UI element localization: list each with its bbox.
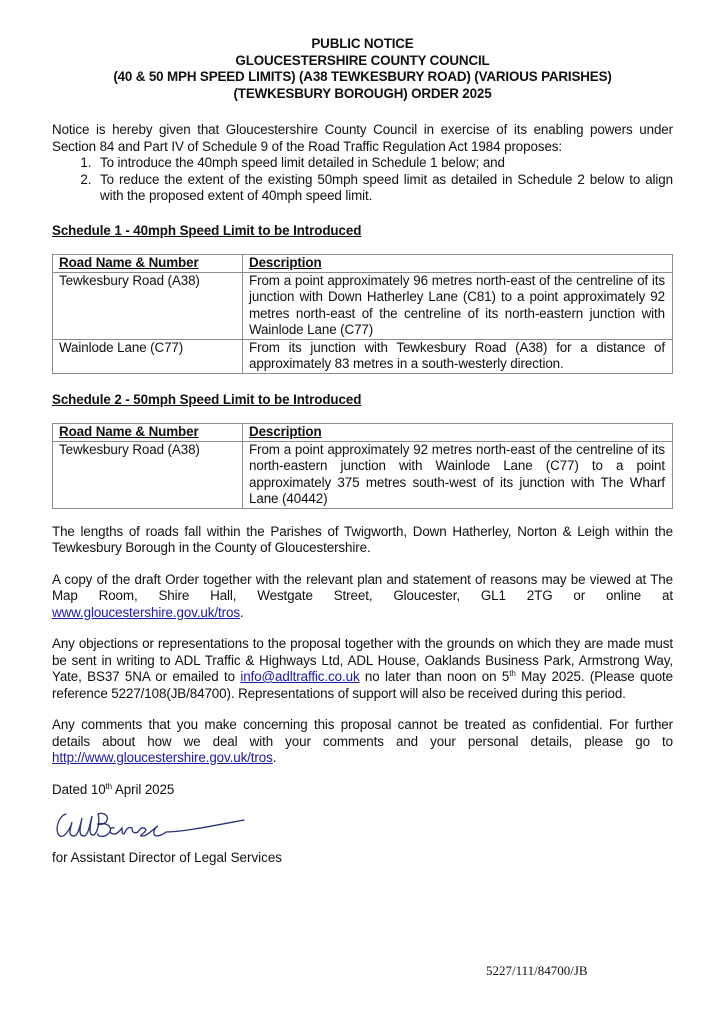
deadline-ordinal: th — [509, 669, 516, 678]
table-header-row — [53, 255, 673, 273]
signatory-title: for Assistant Director of Legal Services — [52, 850, 282, 865]
privacy-link[interactable]: http://www.gloucestershire.gov.uk/tros — [52, 750, 273, 765]
inspection-period: . — [239, 604, 244, 620]
column-header-road: Road Name & Number — [53, 255, 243, 273]
confidentiality-text: Any comments that you make concerning this proposal cannot be treated as confidential. For further details about how we deal with your comments and your personal details, please go to — [52, 717, 673, 749]
objections-paragraph — [52, 636, 673, 702]
schedule-2-table — [52, 423, 673, 509]
intro-paragraph: Notice is hereby given that Gloucestershire County Council in exercise of its enabling powers under Section 84 and Part IV of Schedule 9 of the Road Traffic Regulation Act 1984 proposes: — [52, 122, 673, 154]
schedule-1-heading: Schedule 1 - 40mph Speed Limit to be Introduced — [52, 222, 362, 238]
column-header-description: Description — [243, 424, 673, 442]
notice-title — [52, 36, 673, 102]
table-row — [53, 339, 673, 373]
table-header-row — [53, 424, 673, 442]
description-cell: From a point approximately 96 metres north-east of the centreline of its junction with Down Hatherley Lane (C81) to a point approximately 92 metres north-east of the centreline of its north-eastern junction with Wainlode Lane (C77) — [243, 272, 673, 339]
public-notice — [52, 36, 673, 867]
confidentiality-period: . — [272, 750, 277, 765]
road-cell: Tewkesbury Road (A38) — [53, 272, 243, 339]
description-cell: From its junction with Tewkesbury Road (A38) for a distance of approximately 83 metres in a south-westerly direction. — [243, 339, 673, 373]
inspection-text: A copy of the draft Order together with the relevant plan and statement of reasons may be viewed at The Map Room, Shire Hall, Westgate Street, Gloucester, GL1 2TG or online at — [52, 571, 673, 603]
document-reference: 5227/111/84700/JB — [486, 963, 588, 978]
title-order-name: (40 & 50 MPH SPEED LIMITS) (A38 TEWKESBURY ROAD) (VARIOUS PARISHES) — [113, 69, 612, 84]
dated-ordinal: th — [105, 781, 113, 791]
column-header-road: Road Name & Number — [53, 424, 243, 442]
title-public-notice: PUBLIC NOTICE — [311, 36, 414, 51]
email-link[interactable]: info@adltraffic.co.uk — [240, 669, 360, 684]
parishes-paragraph: The lengths of roads fall within the Parishes of Twigworth, Down Hatherley, Norton & Leigh within the Tewkesbury Borough in the County of Gloucestershire. — [52, 523, 673, 555]
table-row — [53, 441, 673, 508]
road-cell: Wainlode Lane (C77) — [53, 339, 243, 373]
dated-line — [52, 782, 673, 799]
dated-suffix: April 2025 — [112, 781, 175, 797]
proposals-list — [52, 155, 673, 205]
inspection-paragraph — [52, 572, 673, 622]
proposal-item: 1. To introduce the 40mph speed limit detailed in Schedule 1 below; and — [95, 155, 673, 172]
objections-deadline-text: no later than noon on — [359, 669, 502, 684]
proposal-item: 2. To reduce the extent of the existing 50mph speed limit as detailed in Schedule 2 below to align with the proposed extent of 40mph speed limit. — [95, 172, 673, 205]
schedule-1-table — [52, 254, 673, 374]
title-order-year: (TEWKESBURY BOROUGH) ORDER 2025 — [233, 85, 492, 101]
description-cell: From a point approximately 92 metres north-east of the centreline of its north-eastern junction with Wainlode Lane (C77) to a point approximately 375 metres south-west of its junction with The Wharf Lane (40442) — [243, 441, 673, 508]
objections-rest: May 2025. (Please quote reference 5227/108(JB/84700). Representations of support will also be received during this period. — [52, 669, 674, 701]
signature-icon — [52, 806, 252, 844]
tros-link[interactable]: www.gloucestershire.gov.uk/tros — [52, 604, 240, 620]
schedule-2-heading: Schedule 2 - 50mph Speed Limit to be Introduced — [52, 391, 362, 407]
dated-prefix: Dated 10 — [52, 781, 106, 797]
title-council: GLOUCESTERSHIRE COUNTY COUNCIL — [235, 52, 490, 68]
confidentiality-paragraph — [52, 717, 673, 767]
deadline-day: 5 — [501, 669, 510, 684]
signature — [52, 806, 673, 844]
road-cell: Tewkesbury Road (A38) — [53, 441, 243, 508]
objections-text: Any objections or representations to the proposal together with the grounds on which they are made must be sent in writing to ADL Traffic & Highways Ltd, ADL House, Oaklands Business Park, Armstrong Way, Yate, BS37 5NA or emailed to — [52, 636, 673, 684]
table-row — [53, 272, 673, 339]
column-header-description: Description — [243, 255, 673, 273]
